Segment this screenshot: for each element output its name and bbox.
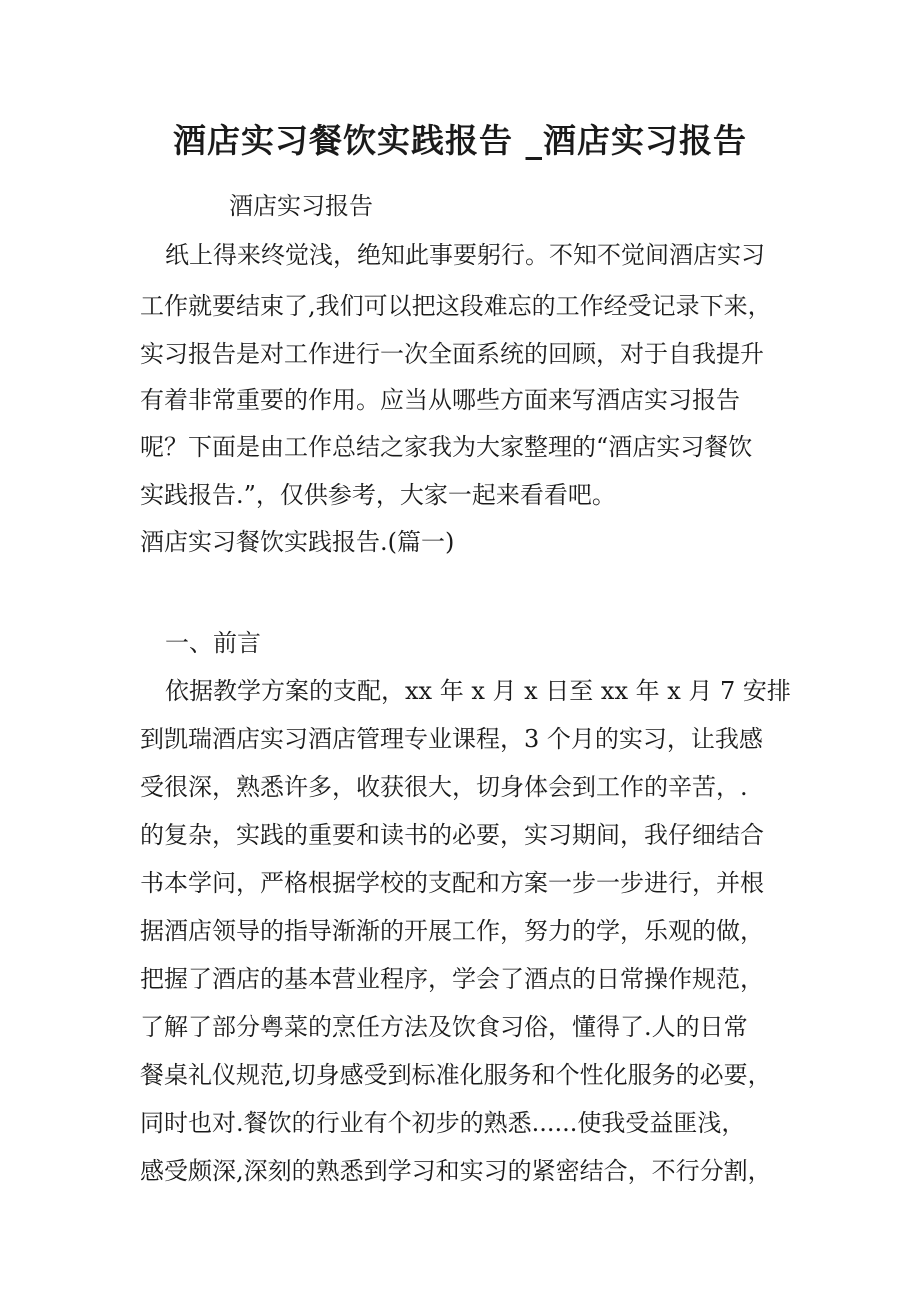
intro-line: 实践报告.”，仅供参考，大家一起来看看吧。 — [140, 481, 616, 509]
subtitle: 酒店实习报告 — [229, 192, 373, 220]
intro-line: 工作就要结束了,我们可以把这段难忘的工作经受记录下来， — [140, 292, 772, 320]
body-line: 受很深，熟悉许多，收获很大，切身体会到工作的辛苦，. — [140, 773, 748, 801]
body-line: 餐桌礼仪规范,切身感受到标准化服务和个性化服务的必要， — [140, 1061, 772, 1089]
body-line: 书本学问，严格根据学校的支配和方案一步一步进行，并根 — [140, 869, 764, 897]
body-line: 依据教学方案的支配，xx 年 x 月 x 日至 xx 年 x 月 7 安排 — [165, 677, 791, 705]
body-line: 据酒店领导的指导渐渐的开展工作，努力的学，乐观的做， — [140, 917, 764, 945]
body-line: 了解了部分粤菜的烹任方法及饮食习俗，懂得了.人的日常 — [140, 1013, 748, 1041]
body-line: 同时也对.餐饮的行业有个初步的熟悉......使我受益匪浅， — [140, 1109, 746, 1137]
body-line: 到凯瑞酒店实习酒店管理专业课程，3 个月的实习，让我感 — [140, 725, 763, 753]
intro-line: 实习报告是对工作进行一次全面系统的回顾，对于自我提升 — [140, 340, 764, 368]
intro-line: 呢？下面是由工作总结之家我为大家整理的“酒店实习餐饮 — [140, 433, 753, 461]
intro-line: 纸上得来终觉浅，绝知此事要躬行。不知不觉间酒店实习 — [165, 241, 765, 269]
part-title: 酒店实习餐饮实践报告.(篇一) — [140, 528, 455, 556]
body-line: 把握了酒店的基本营业程序，学会了酒点的日常操作规范， — [140, 965, 764, 993]
section-heading: 一、前言 — [165, 629, 261, 657]
document-title: 酒店实习餐饮实践报告 _酒店实习报告 — [173, 121, 747, 160]
body-line: 感受颇深,深刻的熟悉到学习和实习的紧密结合，不行分割， — [140, 1157, 772, 1185]
intro-line: 有着非常重要的作用。应当从哪些方面来写酒店实习报告 — [140, 386, 740, 414]
body-line: 的复杂，实践的重要和读书的必要，实习期间，我仔细结合 — [140, 821, 764, 849]
